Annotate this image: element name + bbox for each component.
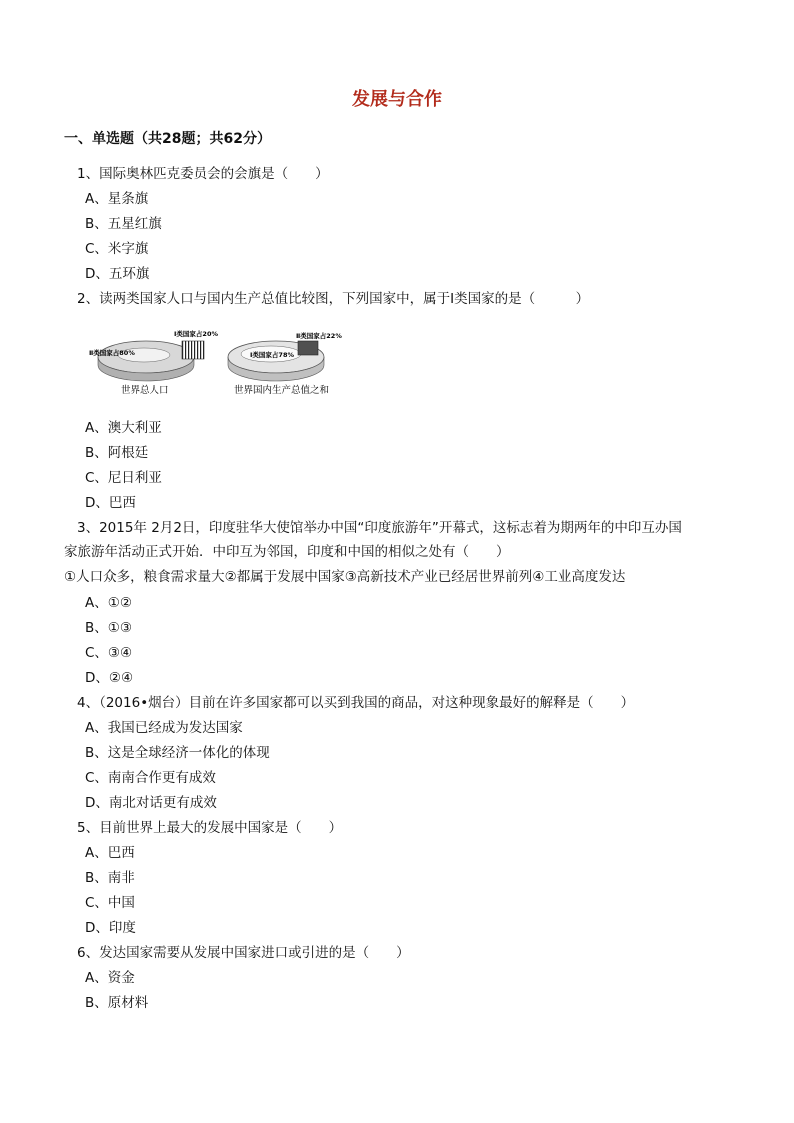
population-class1-label: Ⅰ类国家占20% xyxy=(174,330,218,338)
question-4-stem: 4、（2016•烟台）目前在许多国家都可以买到我国的商品，对这种现象最好的解释是（ ） xyxy=(77,695,635,711)
pie-chart-gdp xyxy=(228,331,342,396)
slice-gdp-class2 xyxy=(298,341,318,355)
question-2-option-a: A、澳大利亚 xyxy=(85,420,162,436)
question-1-stem: 1、国际奥林匹克委员会的会旗是（ ） xyxy=(77,166,329,182)
question-6-stem: 6、发达国家需要从发展中国家进口或引进的是（ ） xyxy=(77,945,410,961)
question-1-option-c: C、米字旗 xyxy=(85,241,149,257)
question-5-stem: 5、目前世界上最大的发展中国家是（ ） xyxy=(77,820,343,836)
question-4-option-c: C、南南合作更有成效 xyxy=(85,770,216,786)
gdp-chart-title: 世界国内生产总值之和 xyxy=(234,385,330,396)
question-5-option-d: D、印度 xyxy=(85,920,136,936)
question-6-option-a: A、资金 xyxy=(85,970,135,986)
question-2-option-b: B、阿根廷 xyxy=(85,445,149,461)
question-3-option-b: B、①③ xyxy=(85,620,132,636)
pie-chart-population xyxy=(89,329,218,396)
question-2-stem: 2、读两类国家人口与国内生产总值比较图，下列国家中，属于Ⅰ类国家的是（ ） xyxy=(77,291,590,307)
question-5-option-b: B、南非 xyxy=(85,870,135,886)
question-3-option-c: C、③④ xyxy=(85,645,133,661)
question-6-option-b: B、原材料 xyxy=(85,995,149,1011)
question-2-option-d: D、巴西 xyxy=(85,495,136,511)
gdp-class2-label: Ⅱ类国家占22% xyxy=(296,332,342,340)
gdp-class1-label: Ⅰ类国家占78% xyxy=(250,351,294,359)
question-3-stem-line2: 家旅游年活动正式开始．中印互为邻国，印度和中国的相似之处有（ ） xyxy=(64,544,510,560)
question-3-statements: ①人口众多，粮食需求量大②都属于发展中国家③高新技术产业已经居世界前列④工业高度发达 xyxy=(64,569,626,585)
question-4-option-b: B、这是全球经济一体化的体现 xyxy=(85,745,270,761)
question-1-option-d: D、五环旗 xyxy=(85,266,150,282)
section-heading: 一、单选题（共28题；共62分） xyxy=(64,131,271,147)
question-5-option-a: A、巴西 xyxy=(85,845,135,861)
pie-chart-figure xyxy=(86,325,366,400)
question-4-option-d: D、南北对话更有成效 xyxy=(85,795,217,811)
page-title: 发展与合作 xyxy=(352,89,442,110)
population-class2-label: Ⅱ类国家占80% xyxy=(89,349,135,357)
question-1-option-b: B、五星红旗 xyxy=(85,216,162,232)
question-3-option-d: D、②④ xyxy=(85,670,134,686)
question-3-stem: 3、2015年 2月2日，印度驻华大使馆举办中国“印度旅游年”开幕式，这标志着为期两年的中印互办国 xyxy=(77,520,682,536)
question-5-option-c: C、中国 xyxy=(85,895,135,911)
question-2-option-c: C、尼日利亚 xyxy=(85,470,162,486)
slice-population-class1 xyxy=(182,341,204,359)
question-4-option-a: A、我国已经成为发达国家 xyxy=(85,720,243,736)
question-3-option-a: A、①② xyxy=(85,595,132,611)
question-1-option-a: A、星条旗 xyxy=(85,191,149,207)
population-chart-title: 世界总人口 xyxy=(121,385,169,396)
